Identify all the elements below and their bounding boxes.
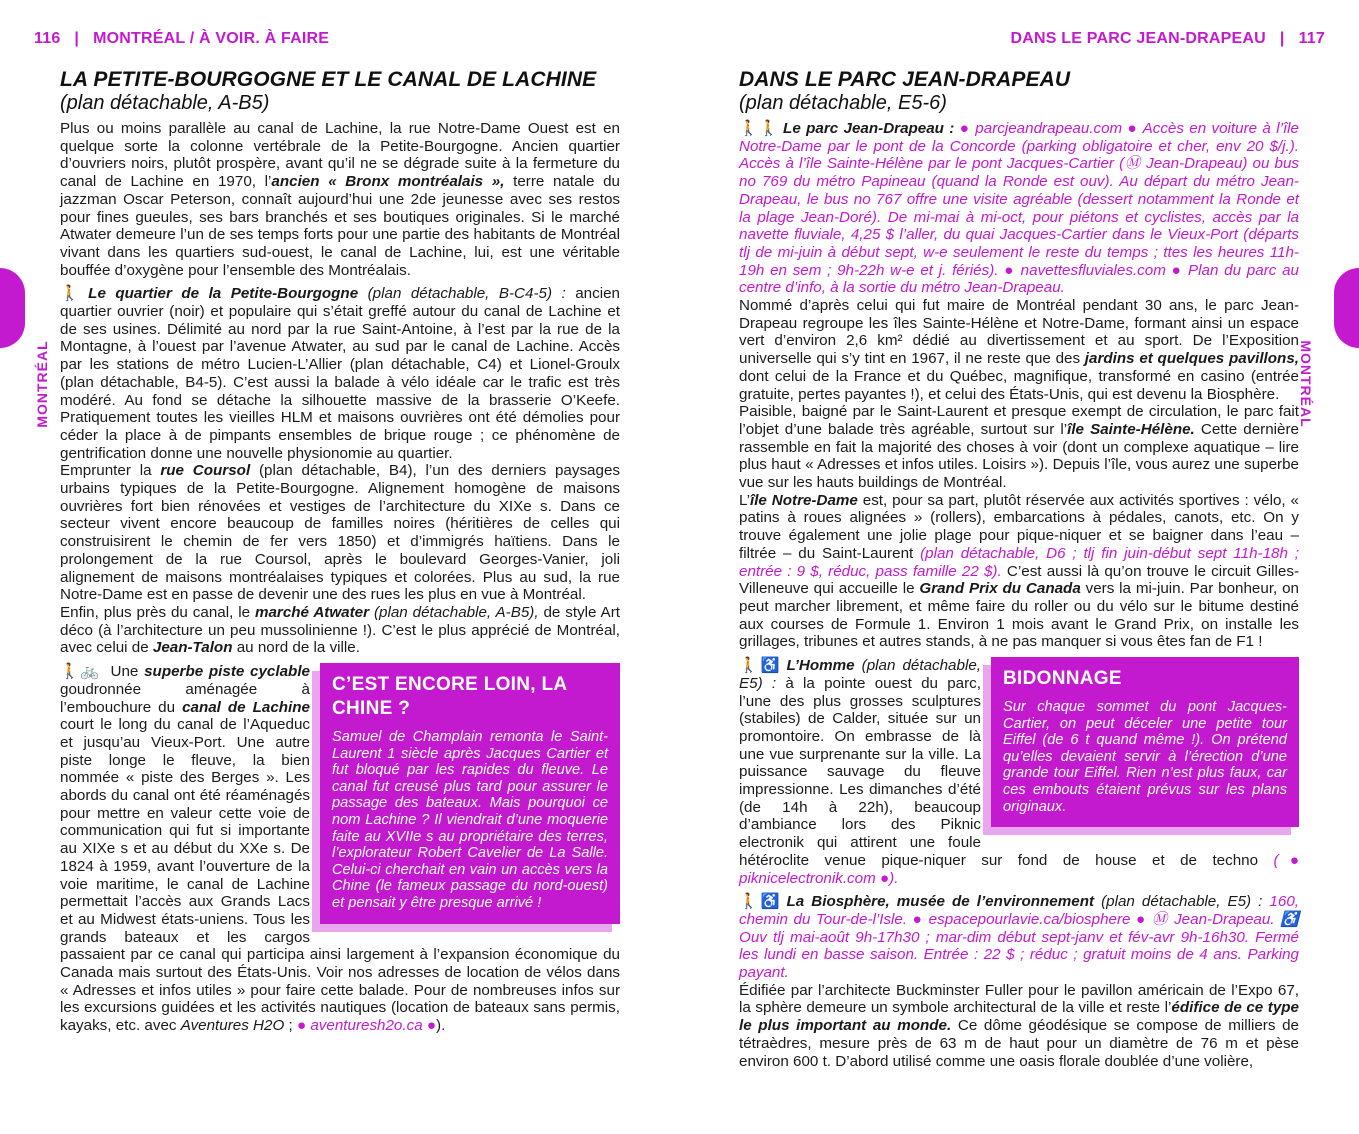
left-section-subtitle: (plan détachable, A-B5) — [60, 92, 270, 114]
right-paragraph-biosphere-info: 🚶♿ La Biosphère, musée de l’environnement (plan détachable, E5) : 160, chemin du Tour-de-l’Isle. ● espacepourlavie.ca/biosphere ● Ⓜ Jean-Drapeau. ♿ Ouv tlj mai-août 9h-17h30 ; mar-dim début sept-janv et fév-avr 9h-16h30. Fermé les lundi en basse saison. Entrée : 22 $ ; réduc ; gratuit moins de 4 ans. Parking payant. — [739, 893, 1299, 982]
sidebar-box-body: Sur chaque sommet du pont Jacques-Cartier, on peut déceler une petite tour Eiffel (de 6 t quand même !). On prétend qu’elles devaient servir à l’érection d’une grande tour Eiffel. Rien n’est plus faux, car ces embouts étaient prévus sur les plans originaux. — [1003, 699, 1287, 815]
sidebar-box-bidonnage — [991, 657, 1299, 827]
right-paragraph-nomme: Nommé d’après celui qui fut maire de Montréal pendant 30 ans, le parc Jean-Drapeau regroupe les îles Sainte-Hélène et Notre-Dame, formant ainsi un espace vert d’environ 2,6 km² dédié au divertissement et au sport. De l’Exposition universelle qui s’y tint en 1967, il ne reste que des jardins et quelques pavillons, dont celui de la France et du Québec, magnifique, transformé en casino (entrée gratuite, pertes payantes !), et celui des États-Unis, qui est devenu la Biosphère. — [739, 297, 1299, 403]
left-section-title: LA PETITE-BOURGOGNE ET LE CANAL DE LACHINE — [60, 68, 597, 91]
sidebar-box-body: Samuel de Champlain remonta le Saint-Laurent 1 siècle après Jacques Cartier et fut bloqué par les rapides du fleuve. Le canal fut creusé plus tard pour assurer le passage des bateaux. Mais pourquoi ce nom Lachine ? Il viendrait d’une moquerie faite au XVIIe s au propriétaire des terres, l’explorateur Robert Cavelier de La Salle. Celui-ci cherchait en vain un accès vers la Chine (le fameux passage du nord-ouest) et pensait y être presque arrivé ! — [332, 729, 608, 912]
wheelchair-icon: 🚶♿ — [739, 657, 783, 675]
aventures-link[interactable]: ● aventuresh2o.ca ● — [296, 1017, 437, 1035]
right-paragraph-paisible: Paisible, baigné par le Saint-Laurent et presque exempt de circulation, le parc fait l’objet d’une balade très agréable, surtout sur l’île Sainte-Hélène. Cette dernière rassemble en fait la majorité des choses à voir (dont un complexe aquatique – lire plus haut « Adresses et infos utiles. Loisirs »). Depuis l’île, vous aurez une superbe vue sur les hauts buildings de Montréal. — [739, 403, 1299, 492]
left-page-number: 116 — [34, 30, 61, 47]
right-running-header — [1011, 30, 1326, 48]
right-section-subtitle: (plan détachable, E5-6) — [739, 92, 947, 114]
sidebar-box-title: BIDONNAGE — [1003, 668, 1122, 690]
right-running-title: DANS LE PARC JEAN-DRAPEAU — [1010, 30, 1266, 47]
left-paragraph-intro: Plus ou moins parallèle au canal de Lachine, la rue Notre-Dame Ouest est en quelque sorte la colonne vertébrale de la Petite-Bourgogne. Ancien quartier d’ouvriers noirs, plutôt prospère, avant qu’il ne se dégrade suite à la fermeture du canal de Lachine en 1970, l’ancien « Bronx montréalais », terre natale du jazzman Oscar Peterson, connaît aujourd’hui une 2de jeunesse avec ses restos pour fines gueules, ses bars branchés et ses boutiques originales. Si le marché Atwater demeure l’un de ses temps forts pour une partie des habitants de Montréal vivant dans les quartiers sud-ouest, le canal de Lachine, lui, est une véritable bouffée d’oxygène pour l’ensemble des Montréalais. — [60, 120, 620, 279]
left-thumb-tab — [0, 268, 25, 348]
right-side-label: MONTRÉAL — [1298, 340, 1314, 428]
right-paragraph-notre-dame: L’île Notre-Dame est, pour sa part, plutôt réservée aux activités sportives : vélo, « patins à roues alignées » (rollers), embarcations à pédales, canots, etc. On y trouve également une jolie plage pour pique-niquer et se baigner dans l’eau – filtrée – du Saint-Laurent (plan détachable, D6 ; tlj fin juin-début sept 11h-18h ; entrée : 9 $, réduc, pass famille 22 $). C’est aussi là qu’on trouve le circuit Gilles-Villeneuve qui accueille le Grand Prix du Canada vers la mi-juin. Par bonheur, on peut marcher librement, et même faire du roller ou du vélo sur le bitume destiné aux courses de Formule 1. Environ 1 mois avant le Grand Prix, on installe les grillages, tribunes et autres stands, à ne pas manquer si vous êtes fan de F1 ! — [739, 491, 1299, 651]
left-side-label: MONTRÉAL — [34, 340, 50, 428]
left-paragraph-coursol: Emprunter la rue Coursol (plan détachable, B4), l’un des derniers paysages urbains typiques de la Petite-Bourgogne. Alignement homogène de maisons ouvrières fort bien rénovées et vestiges de l’architecture du XIXe s. Dans ce secteur vivent encore beaucoup de familles noires (héritières de celles qui construisirent le chemin de fer vers 1850) et d’immigrés haïtiens. Dans le prolongement de la rue Coursol, après le boulevard Georges-Vanier, joli alignement de maisons montréalaises typiques et colorées. Plus au sud, la rue Notre-Dame est en passe de devenir une des rues les plus en vue à Montréal. — [60, 462, 620, 604]
sidebar-box-title: C’EST ENCORE LOIN, LA CHINE ? — [332, 674, 567, 720]
left-page-column — [60, 68, 620, 1035]
sidebar-box-lachine — [320, 663, 620, 924]
walk-icon: 🚶🚶 — [739, 120, 780, 137]
right-paragraph-biosphere: Édifiée par l’architecte Buckminster Fuller pour le pavillon américain de l’Expo 67, la sphère demeure un symbole architectural de la ville et reste l’édifice de ce type le plus important au monde. Ce dôme géodésique se compose de milliers de tétraèdres, mesure près de 63 m de haut pour un diamètre de 76 m et pèse environ 600 t. D’abord utilisé comme une oasis florale doublée d’une volière, — [739, 981, 1299, 1070]
right-section-title: DANS LE PARC JEAN-DRAPEAU — [739, 68, 1071, 91]
biosphere-practical-info: 160, chemin du Tour-de-l’Isle. ● espacepourlavie.ca/biosphere ● Ⓜ Jean-Drapeau. ♿ Ouv tlj mai-août 9h-17h30 ; mar-dim début sept-janv et fév-avr 9h-16h30. Fermé les lundi en basse saison. Entrée : 22 $ ; réduc ; gratuit moins de 4 ans. Parking payant. — [739, 893, 1299, 982]
left-paragraph-cyclable: 🚶🚲 Une superbe piste cyclable goudronnée aménagée à l’embouchure du canal de Lachine court le long du canal de l’Aqueduc et jusqu’au Vieux-Port. Une autre piste longe le fleuve, la bien nommée « piste des Berges ». Les abords du canal ont été réaménagés pour mettre en valeur cette voie de communication qui fut si importante au XIXe s et au début du XXe s. De 1824 à 1959, avant l’ouverture de la voie maritime, le canal de Lachine permettait l’accès aux Grands Lacs et au Midwest états-uniens. Tous les grands bateaux et les cargos passaient par ce canal qui participa ainsi largement à l’expansion économique du Canada mais surtout des États-Unis. Voir nos adresses de location de vélos dans « Adresses et infos utiles » pour faire cette balade. Pour de nombreuses infos sur les excursions guidées et les activités nautiques (location de bateaux sans permis, kayaks, etc. avec Aventures H2O ; ● aventuresh2o.ca ●). — [60, 663, 620, 1035]
left-paragraph-quartier: 🚶 Le quartier de la Petite-Bourgogne (plan détachable, B-C4-5) : ancien quartier ouvrier (noir) et populaire qui s’était greffé autour du canal de Lachine et de ses usines. Délimité au nord par la rue Saint-Antoine, à l’est par la rue de la Montagne, à l’ouest par l’avenue Atwater, au sud par le canal de Lachine. Accès par les stations de métro Lucien-L’Allier (plan détachable, C4) et Lionel-Groulx (plan détachable, B4-5). C’est aussi la balade à vélo idéale car le trafic est très modéré. Au fond se détache la silhouette massive de la brasserie O’Keefe. Pratiquement toutes les vieilles HLM et maisons ouvrières ont été démolies pour céder la place à de pimpants ensembles de brique rouge ; ce phénomène de gentrification donne une nouvelle physionomie au quartier. — [60, 285, 620, 462]
right-paragraph-parc-info: 🚶🚶 Le parc Jean-Drapeau : ● parcjeandrapeau.com ● Accès en voiture à l’île Notre-Dame par le pont de la Concorde (parking obligatoire et cher, env 20 $/j.). Accès à l’île Sainte-Hélène par le pont Jacques-Cartier (Ⓜ Jean-Drapeau) ou bus no 769 du métro Papineau (quand la Ronde est ouv). Au départ du métro Jean-Drapeau, le bus no 767 offre une visite agréable (dessert notamment la Ronde et la plage Jean-Doré). De mi-mai à mi-oct, pour piétons et cyclistes, accès par la navette fluviale, 4,25 $ l’aller, du quai Jacques-Cartier dans le Vieux-Port (départs tlj de mi-juin à début sept, w-e seulement le reste du temps ; ttes les heures 11h-19h en sem ; 9h-22h w-e et j. fériés). ● navettesfluviales.com ● Plan du parc au centre d’info, à la sortie du métro Jean-Drapeau. — [739, 120, 1299, 297]
walk-icon: 🚶 — [60, 285, 85, 303]
right-thumb-tab — [1334, 268, 1359, 348]
left-paragraph-atwater: Enfin, plus près du canal, le marché Atwater (plan détachable, A-B5), de style Art déco (à l’architecture un peu mussolinienne !). C’est le plus apprécié de Montréal, avec celui de Jean-Talon au nord de la ville. — [60, 603, 620, 657]
right-page-column — [739, 68, 1299, 1070]
header-separator: | — [1279, 30, 1285, 47]
piknic-link[interactable]: (● piknicelectronik.com ●). — [739, 851, 1299, 887]
right-paragraph-homme: 🚶♿ L’Homme (plan détachable, E5) : à la pointe ouest du parc, l’une des plus grosses sculptures (stabiles) de Calder, située sur un promontoire. On embrasse de là une vue surprenante sur la ville. La puissance sauvage du fleuve impressionne. Les dimanches d’été (de 14h à 22h), beaucoup d’ambiance lors des Piknic electronik qui attirent une foule hétéroclite venue pique-niquer sur fond de house et de techno (● piknicelectronik.com ●). — [739, 657, 1299, 887]
walk-icon: 🚶♿ — [739, 893, 783, 911]
left-running-header — [34, 30, 329, 48]
bicycle-icon: 🚶🚲 — [60, 663, 101, 681]
left-running-title: MONTRÉAL / À VOIR. À FAIRE — [93, 30, 330, 47]
header-separator: | — [74, 30, 80, 47]
right-page-number: 117 — [1298, 30, 1325, 47]
parc-practical-info: ● parcjeandrapeau.com ● Accès en voiture à l’île Notre-Dame par le pont de la Concorde (parking obligatoire et cher, env 20 $/j.). Accès à l’île Sainte-Hélène par le pont Jacques-Cartier (Ⓜ Jean-Drapeau) ou bus no 769 du métro Papineau (quand la Ronde est ouv). Au départ du métro Jean-Drapeau, le bus no 767 offre une visite agréable (dessert notamment la Ronde et la plage Jean-Doré). De mi-mai à mi-oct, pour piétons et cyclistes, accès par la navette fluviale, 4,25 $ l’aller, du quai Jacques-Cartier dans le Vieux-Port (départs tlj de mi-juin à début sept, w-e seulement le reste du temps ; ttes les heures 11h-19h en sem ; 9h-22h w-e et j. fériés). ● navettesfluviales.com ● Plan du parc au centre d’info, à la sortie du métro Jean-Drapeau. — [739, 120, 1299, 297]
